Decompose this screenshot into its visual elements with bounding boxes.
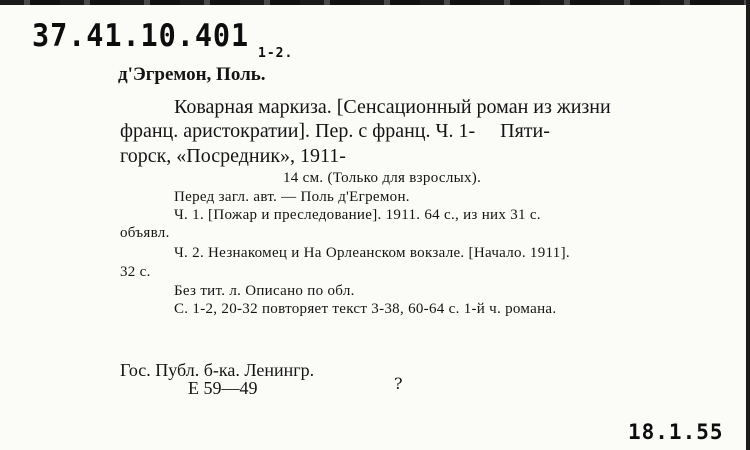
call-number-suffix: 1-2. [258, 46, 294, 61]
holding-library: Гос. Публ. б-ка. Ленингр. [120, 360, 315, 380]
note-part-1: Ч. 1. [Пожар и преследование]. 1911. 64 с., из них 31 с. [174, 207, 541, 223]
title-line-1: Коварная маркиза. [Сенсационный роман из жизни [174, 96, 611, 118]
call-number: 37.41.10.401 [32, 18, 250, 54]
card-top-edge [0, 0, 750, 5]
holding-code: Е 59—49 [188, 378, 258, 398]
author-heading: д'Эгремон, Поль. [118, 64, 266, 85]
title-line-3: горск, «Посредник», 1911- [120, 145, 346, 167]
note-pages: С. 1-2, 20-32 повторяет текст 3-38, 60-64 с. 1-й ч. романа. [174, 301, 557, 317]
note-part-1-cont: объявл. [120, 225, 170, 241]
note-part-2-cont: 32 с. [120, 264, 151, 280]
note-size: 14 см. (Только для взрослых). [283, 170, 482, 186]
note-part-2: Ч. 2. Незнакомец и На Орлеанском вокзале. [Начало. 1911]. [174, 245, 570, 261]
title-line-2: франц. аристократии]. Пер. с франц. Ч. 1- Пяти- [120, 120, 550, 142]
card-right-edge [746, 0, 750, 450]
note-author: Перед загл. авт. — Поль д'Егремон. [174, 189, 410, 205]
handwritten-date: 18.1.55 [628, 420, 724, 444]
note-title-page: Без тит. л. Описано по обл. [174, 283, 355, 299]
stray-mark: ? [394, 374, 403, 393]
